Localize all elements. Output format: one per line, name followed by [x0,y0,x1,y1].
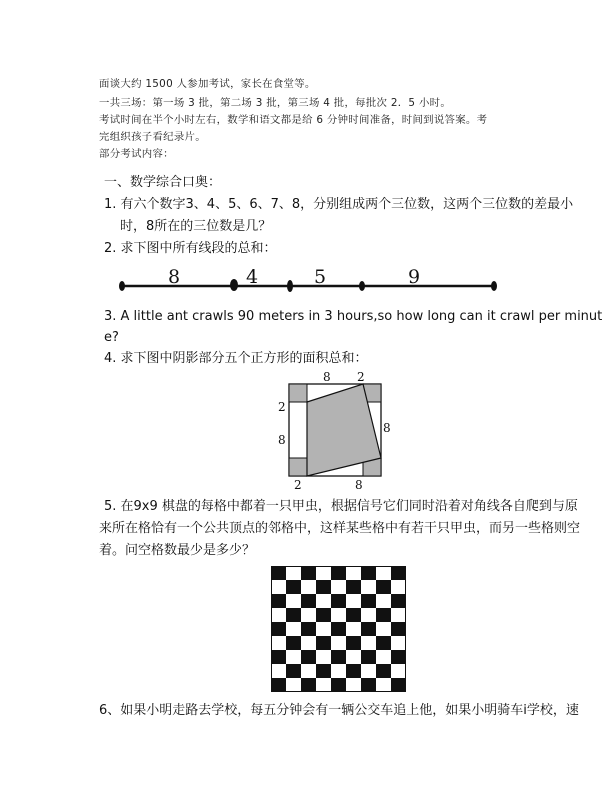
question-3-line-1: 3. A little ant crawls 90 meters in 3 hours,so how long can it crawl per minut [104,309,603,324]
chessboard-cell [316,664,331,678]
chessboard-cell [286,650,301,664]
question-6-line-1: 6、如果小明走路去学校，每五分钟会有一辆公交车追上他，如果小明骑车i学校，速 [99,703,579,718]
chessboard-cell [376,622,391,636]
chessboard-cell [391,650,406,664]
chessboard-cell [361,664,376,678]
chessboard-cell [361,580,376,594]
chessboard-cell [271,580,286,594]
section-title: 一、数学综合口奥： [104,175,222,190]
square-figure [275,368,390,496]
chessboard-cell [271,608,286,622]
chessboard-cell [301,622,316,636]
chessboard-cell [286,566,301,580]
header-line-3: 考试时间在半个小时左右，数学和语文都是给 6 分钟时间准备，时间到说答案。考 [99,114,488,126]
corner-square-bottom-left [289,458,307,476]
chessboard-cell [271,566,286,580]
chessboard-cell [346,580,361,594]
chessboard-cell [286,636,301,650]
chessboard-cell [286,594,301,608]
chessboard-cell [301,580,316,594]
chessboard-cell [391,636,406,650]
label-right: 8 [383,421,391,435]
label-left-lower: 8 [278,433,286,447]
segment-label: 8 [168,266,181,288]
header-line-4: 完组织孩子看纪录片。 [99,131,206,143]
chessboard-cell [301,566,316,580]
label-left-upper: 2 [278,400,286,414]
chessboard-cell [361,636,376,650]
chessboard-cell [346,636,361,650]
question-2-line-1: 2. 求下图中所有线段的总和： [104,241,277,256]
chessboard-cell [376,594,391,608]
chessboard-cell [316,622,331,636]
chessboard-cell [301,650,316,664]
segment-point [287,280,293,292]
corner-square-top-left [289,384,307,402]
chessboard-cell [331,566,346,580]
question-1-line-1: 1. 有六个数字3、4、5、6、7、8，分别组成两个三位数，这两个三位数的差最小 [104,197,574,212]
chessboard-cell [391,678,406,692]
question-1-line-2: 时，8所在的三位数是几？ [120,219,272,234]
chessboard-cell [346,594,361,608]
chessboard-cell [316,636,331,650]
chessboard-cell [286,580,301,594]
chessboard-cell [316,608,331,622]
chessboard-cell [376,678,391,692]
segment-endpoint [119,281,125,291]
chessboard-cell [316,650,331,664]
chessboard-cell [316,594,331,608]
segment-point [359,281,365,291]
chessboard-cell [346,622,361,636]
chessboard-cell [346,678,361,692]
chessboard-cell [271,664,286,678]
chessboard-cell [271,622,286,636]
chessboard-cell [376,650,391,664]
chessboard-cell [391,664,406,678]
chessboard-cell [361,622,376,636]
chessboard-cell [376,566,391,580]
chessboard-cell [331,636,346,650]
chessboard-cell [316,566,331,580]
question-5-line-3: 着。问空格数最少是多少？ [99,543,256,558]
question-4-line-1: 4. 求下图中阴影部分五个正方形的面积总和： [104,351,368,366]
chessboard-cell [286,678,301,692]
chessboard-cell [331,594,346,608]
chessboard-cell [301,664,316,678]
chessboard-cell [301,678,316,692]
chessboard-cell [301,608,316,622]
chessboard [271,566,406,692]
segment-figure [110,264,510,302]
label-top: 8 [323,370,331,384]
chessboard-cell [331,678,346,692]
chessboard-cell [331,580,346,594]
segment-point [230,279,238,291]
question-5-line-1: 5. 在9x9 棋盘的每格中都着一只甲虫，根据信号它们同时沿着对角线各自爬到与原 [104,499,578,514]
chessboard-cell [286,608,301,622]
chessboard-cell [331,622,346,636]
chessboard-cell [346,608,361,622]
chessboard-cell [271,650,286,664]
chessboard-cell [376,636,391,650]
chessboard-cell [331,650,346,664]
chessboard-cell [376,580,391,594]
segment-endpoint [491,281,497,291]
chessboard-cell [286,664,301,678]
chessboard-cell [361,594,376,608]
chessboard-cell [316,678,331,692]
chessboard-cell [331,664,346,678]
chessboard-cell [376,664,391,678]
header-line-5: 部分考试内容： [99,148,174,160]
chessboard-cell [271,636,286,650]
chessboard-cell [361,678,376,692]
segment-label: 4 [246,266,259,288]
chessboard-cell [361,608,376,622]
chessboard-cell [391,594,406,608]
chessboard-cell [361,650,376,664]
chessboard-cell [271,594,286,608]
label-bottom-right: 8 [355,478,363,492]
segment-label: 5 [314,266,327,288]
chessboard-cell [391,566,406,580]
header-line-2: 一共三场：第一场 3 批，第二场 3 批，第三场 4 批，每批次 2．5 小时。 [99,97,452,109]
chessboard-cell [316,580,331,594]
question-5-line-2: 来所在格恰有一个公共顶点的邻格中，这样某些格中有若干只甲虫，而另一些格则空 [99,521,581,536]
chessboard-cell [331,608,346,622]
chessboard-cell [391,608,406,622]
chessboard-cell [301,594,316,608]
label-top-right: 2 [357,370,365,384]
segment-label: 9 [408,266,421,288]
chessboard-cell [361,566,376,580]
chessboard-cell [391,580,406,594]
label-bottom-left: 2 [294,478,302,492]
chessboard-cell [286,622,301,636]
header-line-1: 面谈大约 1500 人参加考试，家长在食堂等。 [99,78,316,90]
chessboard-cell [376,608,391,622]
chessboard-cell [346,566,361,580]
chessboard-cell [301,636,316,650]
chessboard-cell [271,678,286,692]
question-3-line-2: e? [104,330,119,345]
chessboard-cell [346,664,361,678]
chessboard-cell [391,622,406,636]
chessboard-cell [346,650,361,664]
